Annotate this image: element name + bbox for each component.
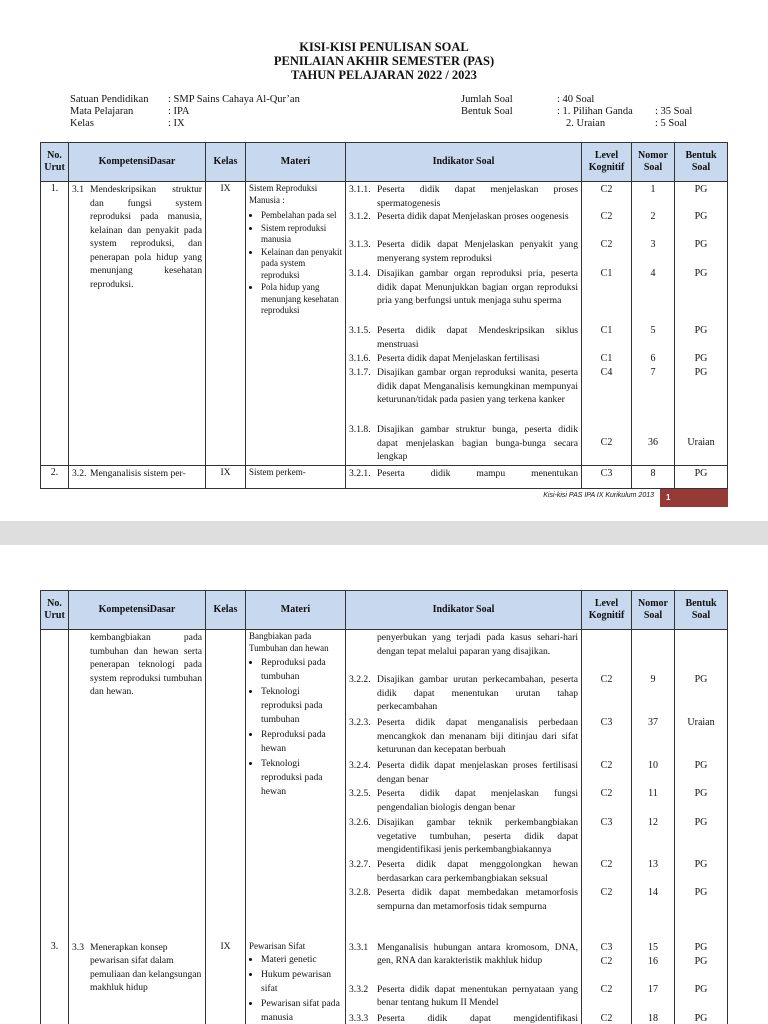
table-row (41, 182, 728, 466)
header-indikator: Indikator Soal (346, 591, 582, 630)
indikator-cell (346, 630, 582, 940)
header-level: Level Kognitif (582, 591, 632, 630)
kd-text: Menerapkan konsep pewarisan sifat dalam pemuliaan dan kelangsungan makhluk hidup (90, 941, 202, 993)
table-row (41, 940, 728, 1024)
header-indikator: Indikator Soal (346, 143, 582, 182)
page-footer (0, 488, 768, 508)
indikator-item: 3.2.1. Peserta didik mampu menentukan (349, 468, 578, 479)
indikator-item: 3.1.6. Peserta didik dapat Menjelaskan fertilisasi (349, 353, 540, 364)
bentuk-cell: PG Uraian PG PG PG PG PG (675, 630, 728, 940)
materi-cell (246, 182, 346, 466)
kelas-cell (206, 630, 246, 940)
indikator-cell (346, 182, 582, 466)
kompetensi-cell (69, 630, 206, 940)
bentuk-cell: PG PG PG PG PG PG PG Uraian (675, 182, 728, 466)
list-item: • Sistem reproduksi manusia (261, 223, 342, 246)
kd-code: 3.3 (72, 941, 84, 953)
mapel-value: : IPA (168, 106, 190, 117)
satuan-value: : SMP Sains Cahaya Al-Qur’an (168, 94, 300, 105)
materi-title: Pewarisan Sifat (249, 940, 306, 951)
nomor-cell: 15 16 17 18 (632, 940, 675, 1024)
level-cell: C2 C2 C2 C1 C1 C1 C4 C2 (582, 182, 632, 466)
indikator-item: penyerbukan yang terjadi pada kasus sehari-hari dengan tepat melalui paparan yang disajikan. (377, 632, 578, 657)
document-page-2 (0, 545, 768, 1024)
indikator-item: 3.2.2. Disajikan gambar urutan perkecambahan, peserta didik dapat menentukan urutan tahap perkecambahan (349, 674, 578, 712)
kisi-table-page-1 (40, 142, 728, 489)
row-number: 1. (41, 182, 69, 466)
indikator-item: 3.1.7. Disajikan gambar organ reproduksi wanita, peserta didik dapat Menganalisis kemungkinan mempunyai keturunan/tidak pada pasien yang terkena kanker (349, 367, 578, 405)
nomor-cell: 9 37 10 11 12 13 14 (632, 630, 675, 940)
kd-text: Mendeskripsikan struktur dan fungsi system reproduksi pada manusia, kelainan dan penyakit pada system reproduksi, dan penerapan pola hidup yang menunjang kesehatan reproduksi. (90, 184, 202, 290)
table-row (41, 466, 728, 489)
list-item: • Pewarisan sifat pada manusia (261, 997, 342, 1024)
list-item: • Teknologi reproduksi pada hewan (261, 757, 342, 799)
doc-year: TAHUN PELAJARAN 2022 / 2023 (291, 68, 477, 82)
materi-title: Bangbiakan pada Tumbuhan dan hewan (249, 631, 329, 653)
header-kompetensi: KompetensiDasar (69, 591, 206, 630)
kompetensi-cell (69, 182, 206, 466)
nomor-cell: 1 2 3 4 5 6 7 36 (632, 182, 675, 466)
header-no: No. Urut (41, 591, 69, 630)
kd-code: 3.1 (72, 184, 84, 195)
indikator-item: 3.1.4. Disajikan gambar organ reproduksi pria, peserta didik dapat Menunjukkan bagian organ reproduksi pria yang berfungsi untuk menjaga suhu sperma (349, 268, 578, 306)
kd-text: Menganalisis sistem per- (90, 468, 186, 479)
indikator-item: 3.1.8. Disajikan gambar struktur bunga, peserta didik dapat menjelaskan bagian bunga-bunga secara lengkap (349, 424, 578, 462)
list-item: • Pembelahan pada sel (261, 210, 342, 222)
level-cell: C2 C3 C2 C2 C3 C2 C2 (582, 630, 632, 940)
doc-title: KISI-KISI PENULISAN SOAL (299, 40, 469, 54)
list-item: • Kelainan dan penyakit pada system reproduksi (261, 247, 342, 282)
kompetensi-cell (69, 940, 206, 1024)
materi-list (249, 656, 342, 799)
header-level: Level Kognitif (582, 143, 632, 182)
kd-code: 3.2. (72, 468, 87, 479)
bentuk-uraian-count: : 5 Soal (655, 118, 688, 129)
level-cell: C3 C2 C2 C2 (582, 940, 632, 1024)
kelas-cell: IX (206, 182, 246, 466)
jumlah-label: Jumlah Soal (461, 94, 513, 105)
indikator-item: 3.2.5. Peserta didik dapat menjelaskan fungsi pengendalian biologis dengan benar (349, 788, 578, 813)
bentuk-cell: PG (675, 466, 728, 489)
list-item: • Materi genetic (261, 953, 342, 967)
list-item: • Teknologi reproduksi pada tumbuhan (261, 685, 342, 727)
header-materi: Materi (246, 591, 346, 630)
header-nomor: Nomor Soal (632, 143, 675, 182)
bentuk-pg-count: : 35 Soal (655, 106, 693, 117)
indikator-item: 3.1.3. Peserta didik dapat Menjelaskan penyakit yang menyerang system reproduksi (349, 239, 578, 264)
list-item: • Reproduksi pada tumbuhan (261, 656, 342, 684)
table-header-row (41, 143, 728, 182)
indikator-item: 3.2.8. Peserta didik dapat membedakan metamorfosis sempurna dan metamorfosis tidak sempurna (349, 887, 578, 912)
row-number: 2. (41, 466, 69, 489)
materi-title: Sistem perkem- (249, 467, 306, 477)
indikator-item: 3.2.6. Disajikan gambar teknik perkembangbiakan vegetative tumbuhan, peserta didik dapat mengidentifikasi jenis perkembangbiakannya (349, 817, 578, 855)
doc-subtitle: PENILAIAN AKHIR SEMESTER (PAS) (273, 54, 495, 68)
nomor-cell: 8 (632, 466, 675, 489)
indikator-item: 3.3.1 Menganalisis hubungan antara kromosom, DNA, gen, RNA dan karakteristik makhluk hidup (349, 941, 578, 966)
kelas-cell: IX (206, 940, 246, 1024)
indikator-cell (346, 466, 582, 489)
bentuk-pg: : 1. Pilihan Ganda (557, 106, 633, 117)
materi-title: Sistem Reproduksi Manusia : (249, 183, 318, 205)
header-bentuk: Bentuk Soal (675, 143, 728, 182)
indikator-item: 3.1.2. Peserta didik dapat Menjelaskan proses oogenesis (349, 211, 569, 222)
indikator-cell (346, 940, 582, 1024)
kd-text: kembangbiakan pada tumbuhan dan hewan serta penerapan teknologi pada system reproduksi tumbuhan dan hewan. (90, 632, 202, 697)
indikator-item: 3.1.5. Peserta didik dapat Mendeskripsikan siklus menstruasi (349, 325, 578, 350)
page-number-badge: 1 (660, 489, 728, 507)
header-kompetensi: KompetensiDasar (69, 143, 206, 182)
table-row (41, 630, 728, 940)
indikator-item: 3.1.1. Peserta didik dapat menjelaskan proses spermatogenesis (349, 184, 578, 209)
table-header-row (41, 591, 728, 630)
header-materi: Materi (246, 143, 346, 182)
level-cell: C3 (582, 466, 632, 489)
materi-cell (246, 940, 346, 1024)
header-bentuk: Bentuk Soal (675, 591, 728, 630)
row-number: 3. (41, 940, 69, 1024)
indikator-item: 3.2.4. Peserta didik dapat menjelaskan proses fertilisasi dengan benar (349, 760, 578, 785)
kelas-cell: IX (206, 466, 246, 489)
list-item: • Hukum pewarisan sifat (261, 968, 342, 996)
header-no: No. Urut (41, 143, 69, 182)
header-kelas: Kelas (206, 591, 246, 630)
satuan-label: Satuan Pendidikan (70, 94, 149, 105)
indikator-item: 3.3.3 Peserta didik dapat mengidentifikasi (349, 1012, 578, 1024)
kompetensi-cell (69, 466, 206, 489)
indikator-item: 3.3.2 Peserta didik dapat menentukan pernyataan yang benar tentang hukum II Mendel (349, 983, 578, 1008)
row-number (41, 630, 69, 940)
bentuk-label: Bentuk Soal (461, 106, 513, 117)
header-kelas: Kelas (206, 143, 246, 182)
kelas-value: : IX (168, 118, 185, 129)
materi-cell (246, 466, 346, 489)
bentuk-cell: PG PG PG PG (675, 940, 728, 1024)
materi-list (249, 210, 342, 317)
bentuk-uraian: 2. Uraian (566, 118, 606, 129)
list-item: • Reproduksi pada hewan (261, 728, 342, 756)
indikator-item: 3.2.3. Peserta didik dapat menganalisis perbedaan mencangkok dan menanam biji ditinjau dari sifat keturunan dan kecepatan berbuah (349, 717, 578, 755)
materi-cell (246, 630, 346, 940)
mapel-label: Mata Pelajaran (70, 106, 134, 117)
list-item: • Pola hidup yang menunjang kesehatan reproduksi (261, 282, 342, 317)
jumlah-value: : 40 Soal (557, 94, 595, 105)
kelas-label: Kelas (70, 118, 94, 129)
indikator-item: 3.2.7. Peserta didik dapat menggolongkan hewan berdasarkan cara perkembangbiakan seksual (349, 859, 578, 884)
materi-list (249, 953, 342, 1024)
kisi-table-page-2 (40, 590, 728, 1024)
header-nomor: Nomor Soal (632, 591, 675, 630)
footer-rule (40, 488, 727, 489)
footer-text: Kisi-kisi PAS IPA IX Kurikulum 2013 (543, 492, 654, 499)
